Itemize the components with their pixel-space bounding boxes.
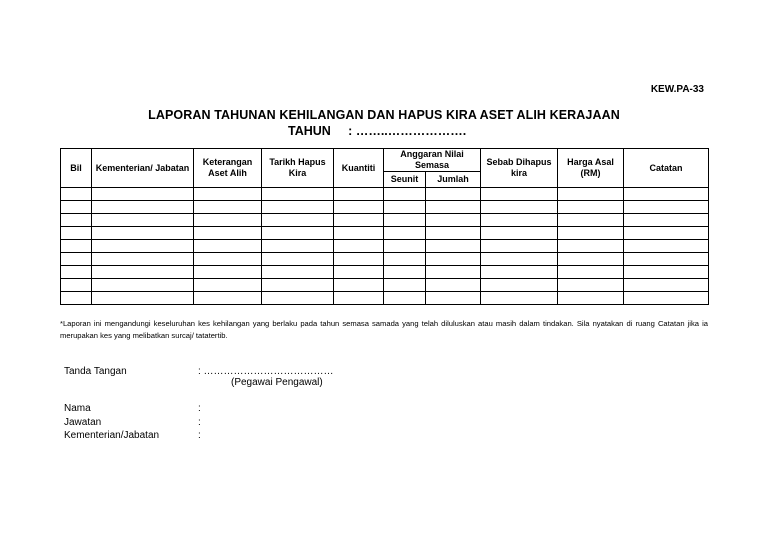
table-cell bbox=[92, 253, 194, 266]
pegawai-pengawal-caption: (Pegawai Pengawal) bbox=[231, 377, 323, 388]
table-cell bbox=[481, 240, 558, 253]
kementerian-jabatan-label: Kementerian/Jabatan bbox=[64, 430, 160, 441]
table-cell bbox=[384, 227, 426, 240]
table-cell bbox=[426, 279, 481, 292]
table-cell bbox=[334, 253, 384, 266]
table-cell bbox=[194, 292, 262, 305]
table-cell bbox=[624, 227, 709, 240]
table-cell bbox=[426, 240, 481, 253]
table-body bbox=[61, 188, 709, 305]
table-cell bbox=[262, 279, 334, 292]
table-cell bbox=[624, 253, 709, 266]
table-cell bbox=[481, 279, 558, 292]
table-cell bbox=[262, 188, 334, 201]
table-cell bbox=[426, 201, 481, 214]
table-cell bbox=[262, 201, 334, 214]
table-row bbox=[61, 201, 709, 214]
table-cell bbox=[92, 240, 194, 253]
table-cell bbox=[61, 227, 92, 240]
report-year-line: TAHUN : ……..………………. bbox=[288, 124, 467, 138]
table-cell bbox=[334, 292, 384, 305]
header-bil: Bil bbox=[61, 149, 92, 188]
table-cell bbox=[481, 214, 558, 227]
table-cell bbox=[384, 201, 426, 214]
header-kuantiti: Kuantiti bbox=[334, 149, 384, 188]
table-cell bbox=[558, 253, 624, 266]
table-cell bbox=[334, 201, 384, 214]
table-cell bbox=[384, 253, 426, 266]
table-cell bbox=[558, 279, 624, 292]
jawatan-colon: : bbox=[198, 417, 201, 428]
table-cell bbox=[262, 227, 334, 240]
table-cell bbox=[92, 188, 194, 201]
table-cell bbox=[426, 253, 481, 266]
header-keterangan: Keterangan Aset Alih bbox=[194, 149, 262, 188]
form-code: KEW.PA-33 bbox=[650, 84, 704, 95]
table-cell bbox=[61, 253, 92, 266]
table-cell bbox=[334, 279, 384, 292]
table-cell bbox=[61, 279, 92, 292]
table-row bbox=[61, 253, 709, 266]
table-cell bbox=[426, 227, 481, 240]
header-sebab: Sebab Dihapus kira bbox=[481, 149, 558, 188]
table-cell bbox=[92, 214, 194, 227]
table-cell bbox=[61, 292, 92, 305]
table-cell bbox=[624, 214, 709, 227]
table-cell bbox=[194, 279, 262, 292]
table-cell bbox=[558, 227, 624, 240]
table-row bbox=[61, 227, 709, 240]
table-cell bbox=[194, 201, 262, 214]
table-cell bbox=[558, 266, 624, 279]
nama-colon: : bbox=[198, 403, 201, 414]
table-cell bbox=[194, 227, 262, 240]
table-cell bbox=[61, 188, 92, 201]
table-cell bbox=[92, 266, 194, 279]
table-cell bbox=[194, 214, 262, 227]
table-cell bbox=[558, 201, 624, 214]
table-cell bbox=[481, 227, 558, 240]
table-cell bbox=[426, 214, 481, 227]
kementerian-jabatan-colon: : bbox=[198, 430, 201, 441]
table-row bbox=[61, 240, 709, 253]
table-cell bbox=[92, 279, 194, 292]
table-cell bbox=[384, 266, 426, 279]
table-cell bbox=[384, 292, 426, 305]
table-cell bbox=[624, 266, 709, 279]
table-cell bbox=[334, 240, 384, 253]
table-cell bbox=[262, 266, 334, 279]
report-title: LAPORAN TAHUNAN KEHILANGAN DAN HAPUS KIRA ASET ALIH KERAJAAN bbox=[148, 108, 620, 122]
header-anggaran: Anggaran Nilai Semasa bbox=[384, 149, 481, 172]
table-cell bbox=[481, 266, 558, 279]
table-row bbox=[61, 266, 709, 279]
table-cell bbox=[194, 266, 262, 279]
report-table bbox=[60, 148, 709, 305]
table-cell bbox=[384, 188, 426, 201]
tanda-tangan-value: : ………………………………… bbox=[198, 366, 334, 377]
table-cell bbox=[558, 240, 624, 253]
table-row bbox=[61, 188, 709, 201]
table-cell bbox=[194, 188, 262, 201]
footnote: *Laporan ini mengandungi keseluruhan kes kehilangan yang berlaku pada tahun semasa samada yang telah diluluskan atau masih dalam tindakan. Sila nyatakan di ruang Catatan jika ia merupakan kes yang melibatkan surcaj/ tatatertib. bbox=[60, 319, 708, 340]
header-jumlah: Jumlah bbox=[426, 172, 481, 188]
table-cell bbox=[61, 240, 92, 253]
table-cell bbox=[558, 292, 624, 305]
table-cell bbox=[61, 266, 92, 279]
table-cell bbox=[384, 279, 426, 292]
table-cell bbox=[92, 201, 194, 214]
table-cell bbox=[481, 188, 558, 201]
table-cell bbox=[334, 214, 384, 227]
table-cell bbox=[426, 266, 481, 279]
table-cell bbox=[624, 279, 709, 292]
header-harga: Harga Asal (RM) bbox=[558, 149, 624, 188]
table-cell bbox=[194, 240, 262, 253]
table-cell bbox=[334, 266, 384, 279]
table-cell bbox=[426, 292, 481, 305]
table-cell bbox=[61, 201, 92, 214]
tanda-tangan-label: Tanda Tangan bbox=[64, 366, 127, 377]
jawatan-label: Jawatan bbox=[64, 417, 102, 428]
table-cell bbox=[624, 188, 709, 201]
table-cell bbox=[92, 227, 194, 240]
header-tarikh: Tarikh Hapus Kira bbox=[262, 149, 334, 188]
table-cell bbox=[334, 188, 384, 201]
table-cell bbox=[624, 240, 709, 253]
table-cell bbox=[558, 188, 624, 201]
table-cell bbox=[481, 292, 558, 305]
table-cell bbox=[558, 214, 624, 227]
table-cell bbox=[426, 188, 481, 201]
table-row bbox=[61, 279, 709, 292]
table-cell bbox=[262, 240, 334, 253]
header-seunit: Seunit bbox=[384, 172, 426, 188]
table-cell bbox=[384, 240, 426, 253]
nama-label: Nama bbox=[64, 403, 91, 414]
header-catatan: Catatan bbox=[624, 149, 709, 188]
table-cell bbox=[624, 201, 709, 214]
table-cell bbox=[92, 292, 194, 305]
table-cell bbox=[194, 253, 262, 266]
table-cell bbox=[384, 214, 426, 227]
header-kementerian: Kementerian/ Jabatan bbox=[92, 149, 194, 188]
table-cell bbox=[481, 253, 558, 266]
table-row bbox=[61, 292, 709, 305]
table-cell bbox=[481, 201, 558, 214]
table-cell bbox=[262, 253, 334, 266]
table-cell bbox=[262, 292, 334, 305]
table-cell bbox=[624, 292, 709, 305]
table-cell bbox=[262, 214, 334, 227]
table-row bbox=[61, 214, 709, 227]
table-cell bbox=[334, 227, 384, 240]
table-cell bbox=[61, 214, 92, 227]
